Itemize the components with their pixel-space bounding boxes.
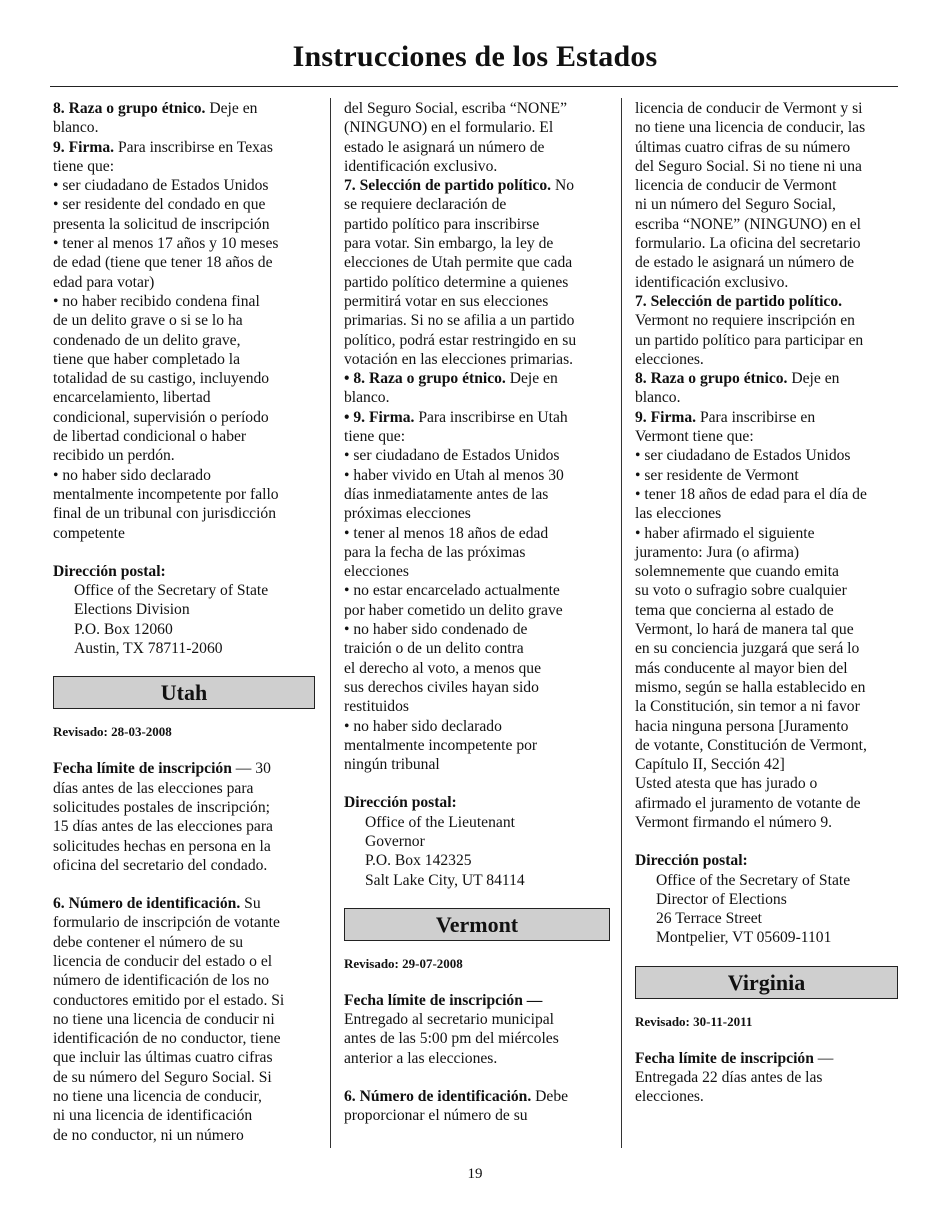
text-line: elecciones. — [635, 1088, 704, 1106]
text-line: mentalmente incompetente por — [344, 736, 538, 754]
column-1 — [53, 99, 315, 1145]
address-line: Office of the Secretary of State — [656, 871, 851, 889]
text-line: la Constitución, sin temor a ni favor — [635, 698, 860, 716]
text-line: proporcionar el número de su — [344, 1107, 528, 1125]
text-line: su voto o sufragio sobre cualquier — [635, 582, 847, 600]
column-2 — [344, 99, 610, 1126]
text-line: solicitudes postales de inscripción; — [53, 798, 270, 816]
text-line: más conducente al mayor bien del — [635, 659, 848, 677]
column-3 — [635, 99, 898, 1107]
address-line: Elections Division — [74, 601, 190, 619]
text-line: identificación de no conductor, tiene — [53, 1030, 281, 1048]
text-line: identificación exclusivo. — [635, 273, 789, 291]
text-line: primarias. Si no se afilia a un partido — [344, 312, 575, 330]
text-line: • tener al menos 17 años y 10 meses — [53, 235, 279, 253]
text-line: antes de las 5:00 pm del miércoles — [344, 1030, 559, 1048]
text-line: • ser ciudadano de Estados Unidos — [53, 177, 269, 195]
text-line: Vermont firmando el número 9. — [635, 813, 833, 831]
text-line: competente — [53, 524, 125, 542]
address-line: Montpelier, VT 05609-1101 — [656, 929, 832, 947]
text-line: licencia de conducir de Vermont — [635, 177, 837, 195]
text-line: 15 días antes de las elecciones para — [53, 818, 273, 836]
text-line: • no haber sido condenado de — [344, 621, 528, 639]
text-line: partido político para inscribirse — [344, 215, 540, 233]
text-line: formulario. La oficina del secretario — [635, 235, 861, 253]
text-line: identificación exclusivo. — [344, 157, 498, 175]
text-line: ni una licencia de identificación — [53, 1107, 253, 1125]
text-line: • haber afirmado el siguiente — [635, 524, 815, 542]
text-line: presenta la solicitud de inscripción — [53, 215, 270, 233]
text-line: • no haber recibido condena final — [53, 292, 260, 310]
text-line: • tener al menos 18 años de edad — [344, 524, 549, 542]
text-line: • ser ciudadano de Estados Unidos — [635, 447, 851, 465]
text-line: de estado le asignará un número de — [635, 254, 855, 272]
text-line: 9. Firma. Para inscribirse en Texas — [53, 138, 273, 156]
text-line: solicitudes hechas en persona en la — [53, 837, 271, 855]
text-line: Fecha límite de inscripción — — [635, 1049, 834, 1067]
text-line: juramento: Jura (o afirma) — [635, 543, 800, 561]
text-line: totalidad de su castigo, incluyendo — [53, 370, 270, 388]
text-line: • no haber sido declarado — [344, 717, 502, 735]
text-line: • ser residente del condado en que — [53, 196, 266, 214]
text-line: blanco. — [344, 389, 390, 407]
text-line: Vermont, lo hará de manera tal que — [635, 621, 854, 639]
text-line: solemnemente que cuando emita — [635, 563, 839, 581]
text-line: no tiene una licencia de conducir, las — [635, 119, 866, 137]
address-line: P.O. Box 142325 — [365, 852, 472, 870]
text-line: • 9. Firma. Para inscribirse en Utah — [344, 408, 568, 426]
text-line: Fecha límite de inscripción — — [344, 991, 543, 1009]
text-line: 7. Selección de partido político. No — [344, 177, 575, 195]
text-line: Usted atesta que has jurado o — [635, 775, 818, 793]
text-line: Entregada 22 días antes de las — [635, 1069, 823, 1087]
text-line: 7. Selección de partido político. — [635, 292, 843, 310]
text-line: 8. Raza o grupo étnico. Deje en — [635, 370, 840, 388]
address-line: Governor — [365, 832, 425, 850]
text-line: días antes de las elecciones para — [53, 779, 254, 797]
text-line: encarcelamiento, libertad — [53, 389, 211, 407]
text-line: de no conductor, ni un número — [53, 1126, 244, 1144]
state-header-utah: Utah — [53, 676, 315, 709]
text-line: tiene que: — [344, 428, 406, 446]
text-line: votación en las elecciones primarias. — [344, 350, 574, 368]
text-line: para la fecha de las próximas — [344, 543, 526, 561]
text-line: número de identificación de los no — [53, 972, 270, 990]
text-line: restituidos — [344, 698, 409, 716]
text-line: licencia de conducir de Vermont y si — [635, 100, 863, 117]
text-line: blanco. — [53, 119, 99, 137]
text-line: • haber vivido en Utah al menos 30 — [344, 466, 564, 484]
text-line: final de un tribunal con jurisdicción — [53, 505, 277, 523]
text-line: sus derechos civiles hayan sido — [344, 678, 539, 696]
text-line: Capítulo II, Sección 42] — [635, 756, 785, 774]
text-line: partido político determine a quienes — [344, 273, 569, 291]
text-line: conductores emitido por el estado. Si — [53, 991, 285, 1009]
address-line: Office of the Secretary of State — [74, 582, 269, 600]
text-line: 6. Número de identificación. Debe — [344, 1088, 569, 1106]
text-line: afirmado el juramento de votante de — [635, 794, 861, 812]
text-line: se requiere declaración de — [344, 196, 507, 214]
address-line: Office of the Lieutenant — [365, 813, 515, 831]
text-line: anterior a las elecciones. — [344, 1049, 498, 1067]
text-line: oficina del secretario del condado. — [53, 856, 268, 874]
text-line: blanco. — [635, 389, 681, 407]
text-line: tema que concierna al estado de — [635, 601, 834, 619]
address-line: Austin, TX 78711-2060 — [74, 640, 223, 658]
page-title: Instrucciones de los Estados — [292, 40, 658, 73]
address-label: Dirección postal: — [53, 562, 166, 580]
text-line: en su conciencia juzgará que será lo — [635, 640, 860, 658]
address-line: P.O. Box 12060 — [74, 620, 173, 638]
text-line: de un delito grave o si se lo ha — [53, 312, 243, 330]
text-line: de su número del Seguro Social. Si — [53, 1068, 272, 1086]
text-line: ni un número del Seguro Social, — [635, 196, 836, 214]
revised-date: Revisado: 28-03-2008 — [53, 724, 172, 740]
address-line: Director of Elections — [656, 890, 787, 908]
title-rule — [50, 86, 898, 87]
text-line: Vermont tiene que: — [635, 428, 754, 446]
text-line: tiene que haber completado la — [53, 350, 241, 368]
revised-date: Revisado: 30-11-2011 — [635, 1013, 753, 1029]
column-divider-2 — [621, 98, 622, 1148]
text-line: elecciones de Utah permite que cada — [344, 254, 573, 272]
text-line: debe contener el número de su — [53, 933, 244, 951]
text-line: las elecciones — [635, 505, 722, 523]
text-line: tiene que: — [53, 157, 115, 175]
text-line: • 8. Raza o grupo étnico. Deje en — [344, 370, 558, 388]
text-line: • ser ciudadano de Estados Unidos — [344, 447, 560, 465]
text-line: el derecho al voto, a menos que — [344, 659, 542, 677]
text-line: escriba “NONE” (NINGUNO) en el — [635, 215, 862, 233]
text-line: traición o de un delito contra — [344, 640, 524, 658]
text-line: de edad (tiene que tener 18 años de — [53, 254, 273, 272]
address-line: 26 Terrace Street — [656, 910, 762, 928]
text-line: edad para votar) — [53, 273, 155, 291]
column-divider-1 — [330, 98, 331, 1148]
text-line: Vermont no requiere inscripción en — [635, 312, 855, 330]
text-line: por haber cometido un delito grave — [344, 601, 563, 619]
text-line: elecciones — [344, 563, 409, 581]
text-line: hacia ninguna persona [Juramento — [635, 717, 849, 735]
text-line: recibido un perdón. — [53, 447, 175, 465]
text-line: político, podrá estar restringido en su — [344, 331, 577, 349]
text-line: condicional, supervisión o período — [53, 408, 269, 426]
text-line: para votar. Sin embargo, la ley de — [344, 235, 554, 253]
text-line: estado le asignará un número de — [344, 138, 545, 156]
text-line: (NINGUNO) en el formulario. El — [344, 119, 554, 137]
text-line: Fecha límite de inscripción — 30 — [53, 760, 271, 778]
text-line: días inmediatamente antes de las — [344, 485, 549, 503]
text-line: • no estar encarcelado actualmente — [344, 582, 560, 600]
state-header-virginia: Virginia — [635, 966, 898, 999]
text-line: mentalmente incompetente por fallo — [53, 485, 279, 503]
page-number: 19 — [467, 1166, 483, 1182]
text-line: Entregado al secretario municipal — [344, 1011, 554, 1029]
text-line: que incluir las últimas cuatro cifras — [53, 1049, 273, 1067]
text-line: no tiene una licencia de conducir ni — [53, 1010, 275, 1028]
revised-date: Revisado: 29-07-2008 — [344, 955, 463, 971]
address-line: Salt Lake City, UT 84114 — [365, 871, 525, 889]
text-line: • tener 18 años de edad para el día de — [635, 485, 867, 503]
text-line: de libertad condicional o haber — [53, 428, 247, 446]
state-header-vermont: Vermont — [344, 908, 610, 941]
text-line: 6. Número de identificación. Su — [53, 895, 261, 913]
text-line: últimas cuatro cifras de su número — [635, 138, 851, 156]
text-line: • ser residente de Vermont — [635, 466, 799, 484]
text-line: 9. Firma. Para inscribirse en — [635, 408, 816, 426]
text-line: de votante, Constitución de Vermont, — [635, 736, 867, 754]
text-line: licencia de conducir del estado o el — [53, 952, 273, 970]
address-label: Dirección postal: — [635, 852, 748, 870]
text-line: un partido político para participar en — [635, 331, 864, 349]
text-line: condenado de un delito grave, — [53, 331, 241, 349]
text-line: 8. Raza o grupo étnico. Deje en — [53, 100, 258, 117]
text-line: permitirá votar en sus elecciones — [344, 292, 549, 310]
text-line: formulario de inscripción de votante — [53, 914, 280, 932]
text-line: no tiene una licencia de conducir, — [53, 1088, 262, 1106]
text-line: del Seguro Social. Si no tiene ni una — [635, 157, 862, 175]
text-line: • no haber sido declarado — [53, 466, 211, 484]
text-line: del Seguro Social, escriba “NONE” — [344, 100, 568, 117]
address-label: Dirección postal: — [344, 794, 457, 812]
text-line: ningún tribunal — [344, 756, 440, 774]
text-line: próximas elecciones — [344, 505, 471, 523]
text-line: elecciones. — [635, 350, 704, 368]
text-line: mismo, según se halla establecido en — [635, 678, 866, 696]
